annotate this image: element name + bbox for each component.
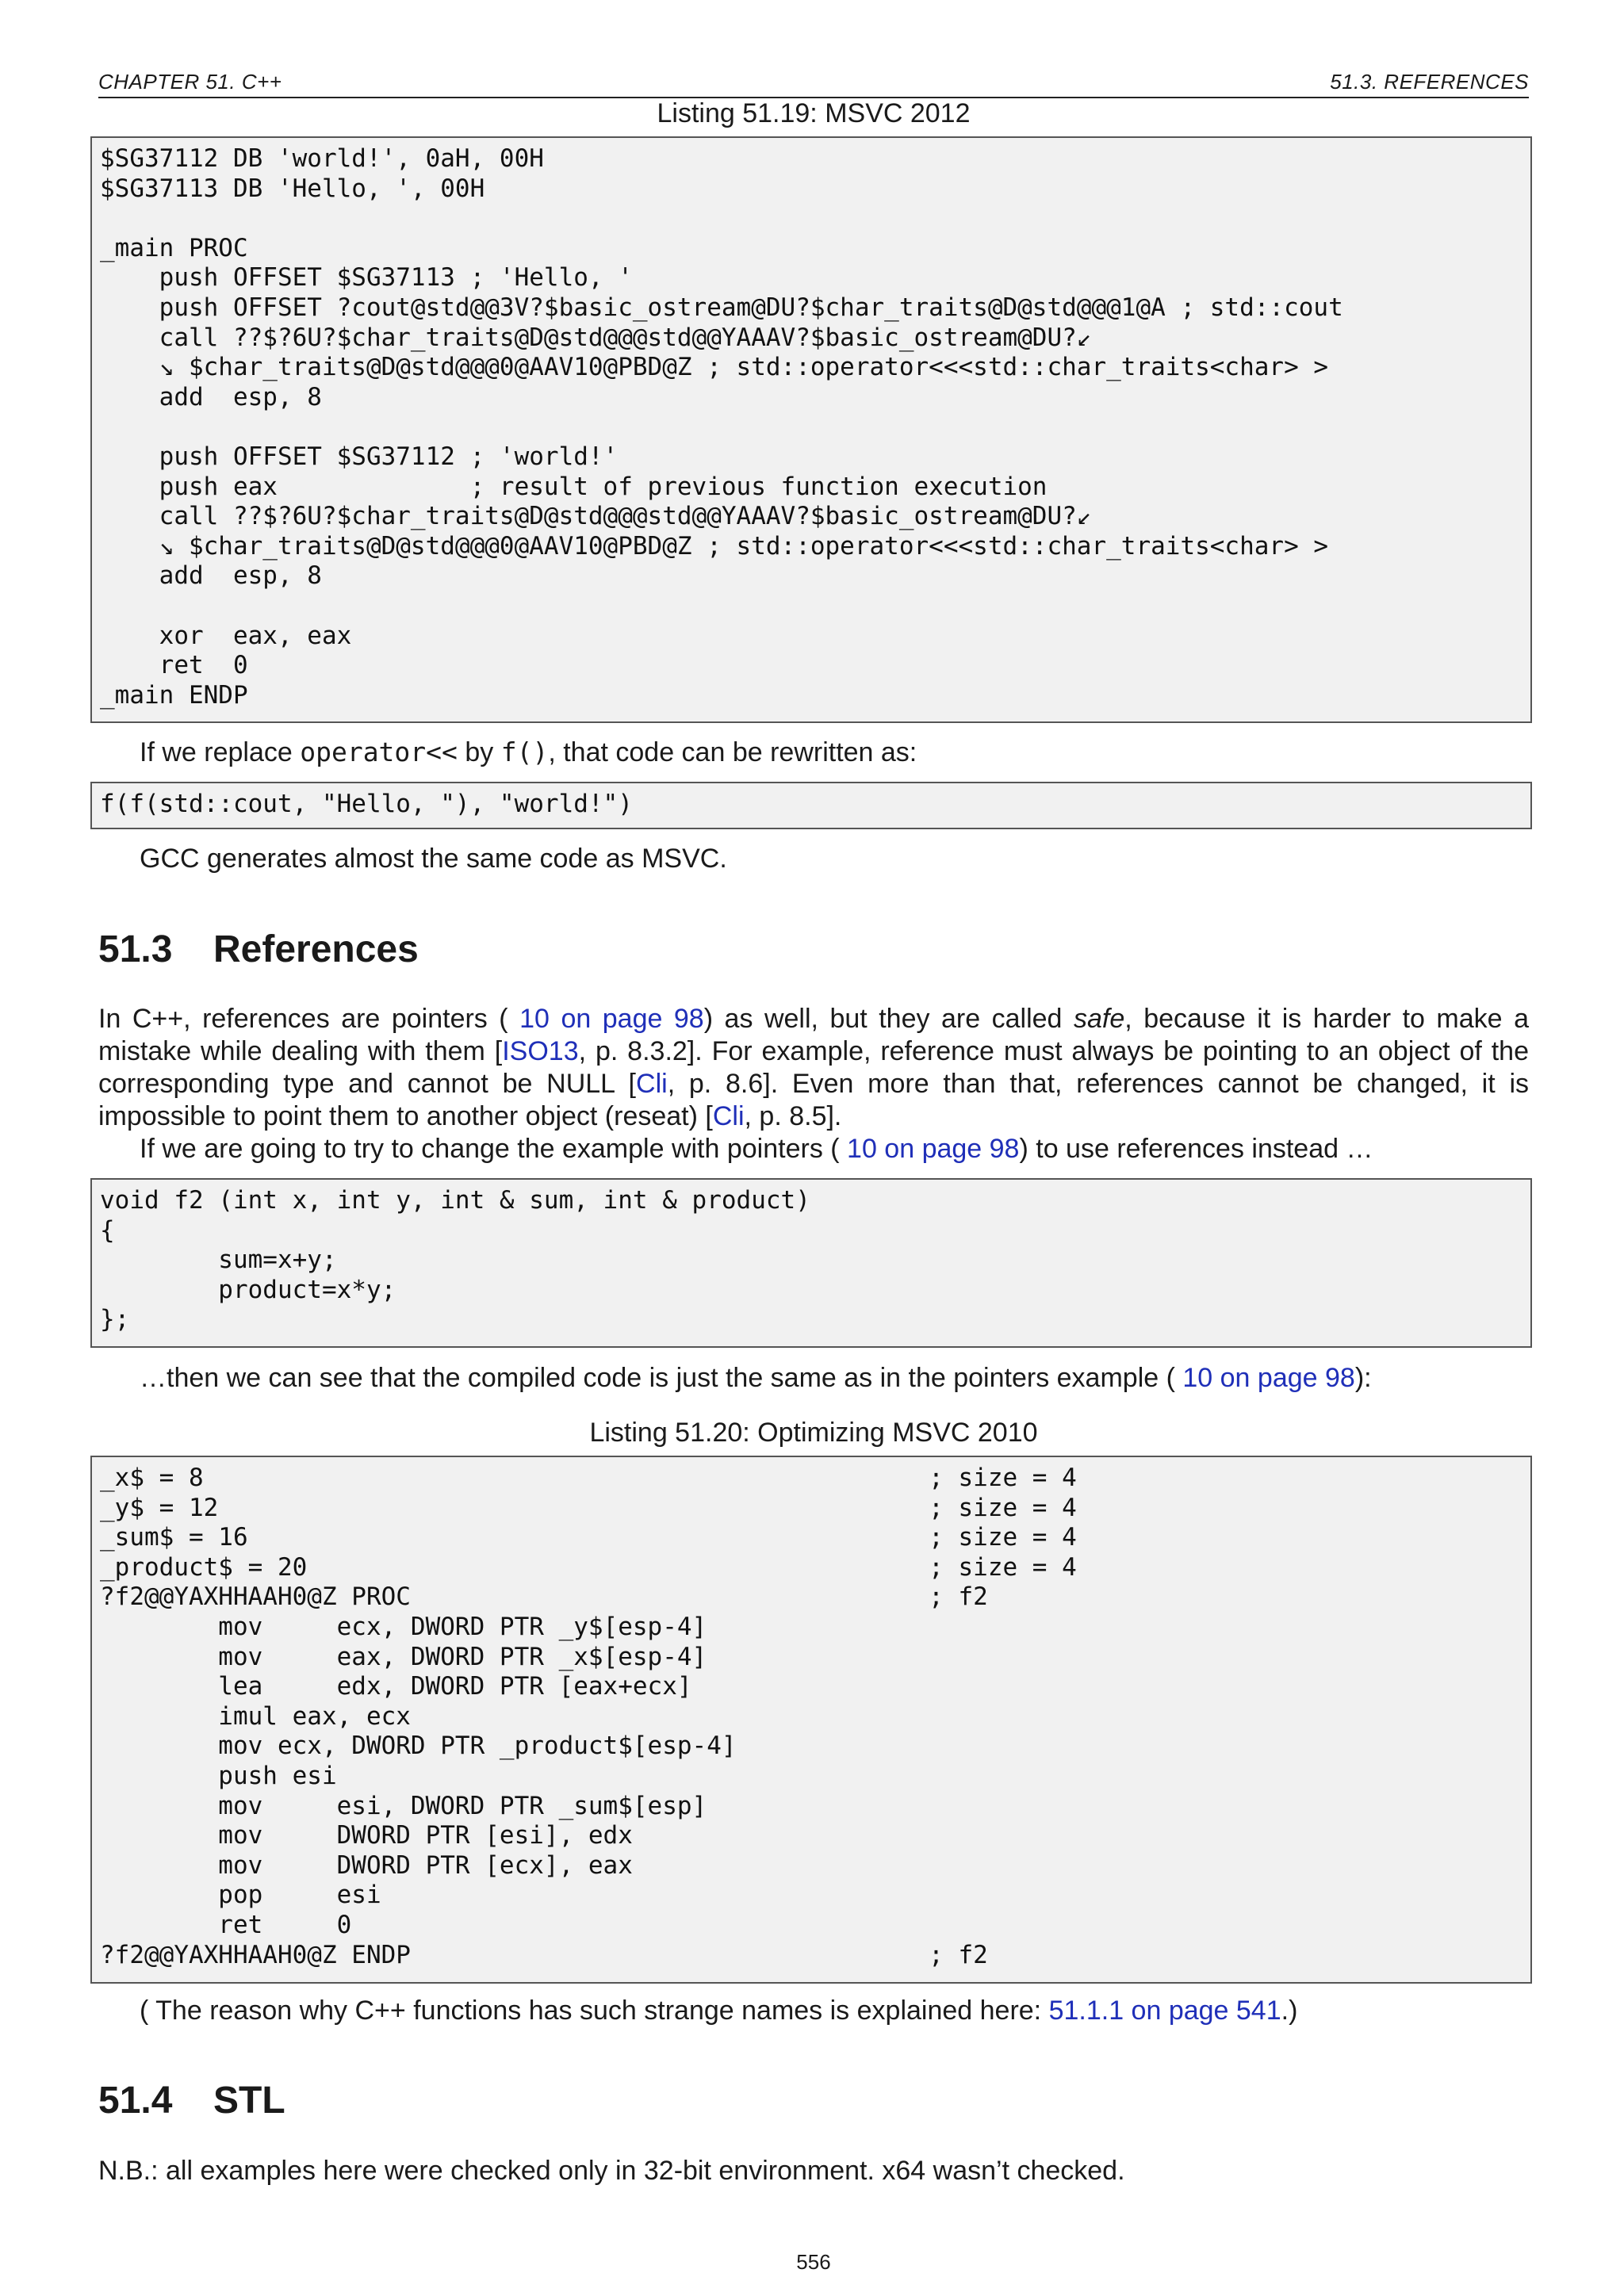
link-page-541[interactable]: 51.1.1 on page 541 bbox=[1048, 1996, 1281, 2026]
link-page-98[interactable]: 10 on page 98 bbox=[1174, 1363, 1355, 1393]
text: ) as well, but they are called bbox=[703, 1004, 1074, 1034]
paragraph-change-example bbox=[98, 1133, 1529, 1165]
paragraph-gcc: GCC generates almost the same code as MSVC. bbox=[140, 844, 727, 874]
code-snippet-f-call-text: f(f(std::cout, "Hello, "), "world!") bbox=[100, 790, 633, 818]
running-header bbox=[98, 68, 1529, 98]
inline-code-f: f() bbox=[500, 737, 549, 767]
emphasis-safe: safe bbox=[1073, 1004, 1125, 1034]
text: .) bbox=[1281, 1996, 1298, 2026]
paragraph-replace-operator bbox=[98, 736, 1529, 769]
code-listing-51-19-text: $SG37112 DB 'world!', 0aH, 00H $SG37113 DB 'Hello, ', 00H _main PROC push OFFSET $SG37113 ; 'Hello, ' push OFFSET ?cout@std@@3V?$basic_ostream@DU?$char_traits@D@std@@@1@A ; std::cout call ??$?6U?$char_traits@D@std@@@std@@YAAAV?$basic_ostream@DU?↙ ↘ $char_traits@D@std@@@0@AAV10@PBD@Z ; std::operator<<<std::char_traits<char> > add esp, 8 push OFFSET $SG37112 ; 'world!' push eax ; result of previous function execution call ??$?6U?$char_traits@D@std@@@std@@YAAAV?$basic_ostream@DU?↙ ↘ $char_traits@D@std@@@0@AAV10@PBD@Z ; std::operator<<<std::char_traits<char> > add esp, 8 xor eax, eax ret 0 _main ENDP bbox=[100, 144, 1343, 710]
text: …then we can see that the compiled code is just the same as in the pointers example ( bbox=[140, 1363, 1175, 1393]
text: If we are going to try to change the example with pointers ( bbox=[140, 1134, 840, 1164]
section-number: 51.3 bbox=[98, 928, 173, 970]
citation-cli[interactable]: Cli bbox=[712, 1101, 745, 1131]
code-snippet-f-call bbox=[90, 782, 1532, 829]
section-heading-stl bbox=[98, 2079, 285, 2122]
text: If we replace bbox=[140, 737, 301, 767]
link-page-98[interactable]: 10 on page 98 bbox=[839, 1134, 1020, 1164]
text: In C++, references are pointers ( bbox=[98, 1004, 508, 1034]
page-number: 556 bbox=[796, 2250, 831, 2274]
text: , that code can be rewritten as: bbox=[548, 737, 917, 767]
text: , p. 8.3.2]. For example, reference must always be pointing to an object of the corresponding type and cannot be NULL [ bbox=[98, 1036, 1529, 1099]
listing-caption-51-20: Listing 51.20: Optimizing MSVC 2010 bbox=[589, 1418, 1038, 1448]
code-listing-51-19 bbox=[90, 136, 1532, 723]
text: ) to use references instead … bbox=[1019, 1134, 1373, 1164]
text: ( The reason why C++ functions has such strange names is explained here: bbox=[140, 1996, 1049, 2026]
text: by bbox=[457, 737, 501, 767]
text: , p. 8.5]. bbox=[744, 1101, 842, 1131]
text: , because it is harder to make a mistake while dealing with them [ bbox=[98, 1004, 1529, 1066]
code-snippet-f2 bbox=[90, 1178, 1532, 1348]
code-snippet-f2-text: void f2 (int x, int y, int & sum, int & product) { sum=x+y; product=x*y; }; bbox=[100, 1186, 810, 1334]
section-number: 51.4 bbox=[98, 2080, 173, 2122]
paragraph-strange-names bbox=[98, 1995, 1529, 2027]
text: , p. 8.6]. Even more than that, references cannot be changed, it is impossible to point them to another object (reseat) [ bbox=[98, 1069, 1529, 1131]
link-page-98[interactable]: 10 on page 98 bbox=[508, 1004, 704, 1034]
header-chapter: CHAPTER 51. C++ bbox=[98, 70, 282, 94]
code-listing-51-20-text: _x$ = 8 ; size = 4 _y$ = 12 ; size = 4 _sum$ = 16 ; size = 4 _product$ = 20 ; size = 4 ?f2@@YAXHHAAH0@Z PROC ; f2 mov ecx, DWORD PTR _y$[esp-4] mov eax, DWORD PTR _x$[esp-4] lea edx, DWORD PTR [eax+ecx] imul eax, ecx mov ecx, DWORD PTR _product$[esp-4] push esi mov esi, DWORD PTR _sum$[esp] mov DWORD PTR [esi], edx mov DWORD PTR [ecx], eax pop esi ret 0 ?f2@@YAXHHAAH0@Z ENDP ; f2 bbox=[100, 1464, 1077, 1969]
header-section: 51.3. REFERENCES bbox=[1330, 70, 1529, 94]
text: ): bbox=[1354, 1363, 1372, 1393]
citation-cli[interactable]: Cli bbox=[636, 1069, 668, 1099]
inline-code-operator: operator<< bbox=[300, 737, 458, 767]
section-title: STL bbox=[213, 2080, 285, 2122]
code-listing-51-20 bbox=[90, 1456, 1532, 1984]
section-heading-references bbox=[98, 928, 419, 971]
paragraph-compiled-same bbox=[98, 1362, 1529, 1395]
listing-caption-51-19: Listing 51.19: MSVC 2012 bbox=[657, 98, 971, 128]
citation-iso13[interactable]: ISO13 bbox=[502, 1036, 579, 1066]
section-title: References bbox=[213, 928, 419, 970]
paragraph-nb: N.B.: all examples here were checked only in 32-bit environment. x64 wasn’t checked. bbox=[98, 2156, 1125, 2186]
paragraph-references-intro bbox=[98, 1003, 1529, 1133]
